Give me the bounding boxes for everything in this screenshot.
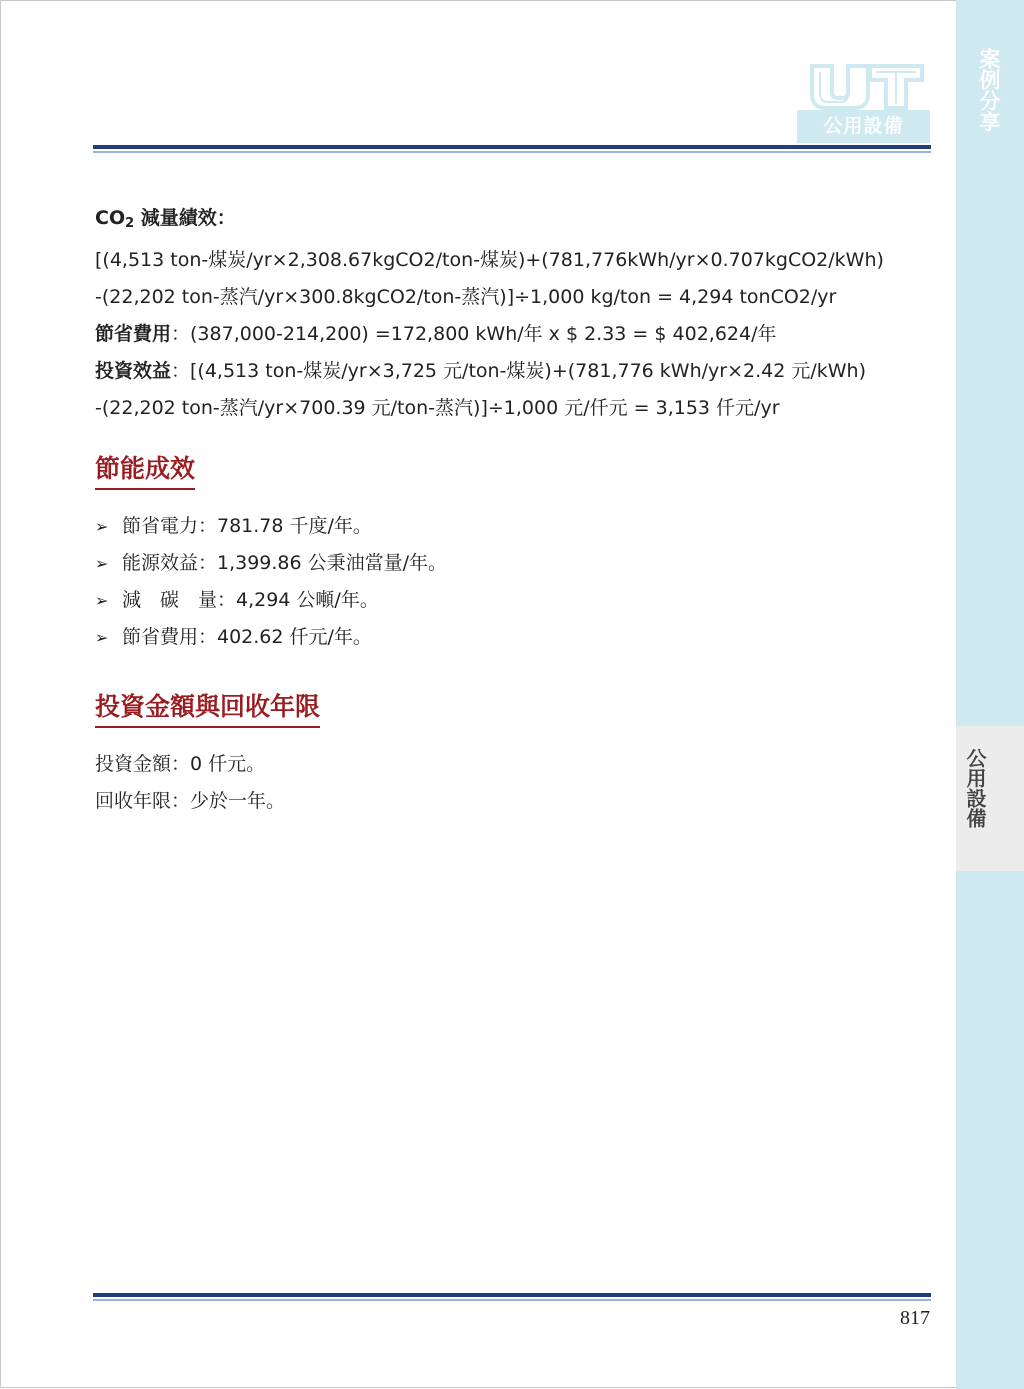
investment-block (95, 746, 285, 820)
saving-formula (95, 316, 935, 353)
list-item-text: 節省電力：781.78 千度/年。 (122, 515, 372, 537)
side-tab-utilities[interactable] (956, 726, 1024, 871)
co2-heading-subscript: 2 (125, 216, 135, 231)
list-item (95, 619, 447, 656)
energy-savings-list (95, 508, 447, 656)
co2-formula-line-1: [(4,513 ton-煤炭/yr×2,308.67kgCO2/ton-煤炭)+(781,776kWh/yr×0.707kgCO2/kWh) (95, 249, 884, 271)
benefit-formula-line-2: -(22,202 ton-蒸汽/yr×700.39 元/ton-蒸汽)]÷1,000 元/仟元 = 3,153 仟元/yr (95, 397, 780, 419)
side-tab-case-share[interactable]: 案例分享 (977, 48, 1001, 132)
list-item-text: 減 碳 量：4,294 公噸/年。 (122, 589, 379, 611)
arrow-bullet-icon: ➢ (95, 628, 109, 647)
benefit-value: ：[(4,513 ton-煤炭/yr×3,725 元/ton-煤炭)+(781,776 kWh/yr×2.42 元/kWh) (171, 360, 866, 382)
calculation-block (95, 200, 935, 427)
co2-formula-line-2: -(22,202 ton-蒸汽/yr×300.8kgCO2/ton-蒸汽)]÷1,000 kg/ton = 4,294 tonCO2/yr (95, 286, 837, 308)
page-number: 817 (900, 1307, 930, 1329)
list-item (95, 545, 447, 582)
arrow-bullet-icon: ➢ (95, 554, 109, 573)
saving-value: ：(387,000-214,200) =172,800 kWh/年 x $ 2.33 = $ 402,624/年 (171, 323, 777, 345)
ut-logo-icon (806, 62, 926, 110)
arrow-bullet-icon: ➢ (95, 591, 109, 610)
list-item (95, 582, 447, 619)
side-tab-strip (956, 0, 1024, 1389)
saving-label: 節省費用 (95, 323, 172, 345)
co2-heading-text: CO (95, 207, 126, 229)
co2-heading (95, 200, 935, 242)
co2-heading-rest: 減量績效： (134, 207, 236, 229)
list-item (95, 508, 447, 545)
list-item-text: 節省費用：402.62 仟元/年。 (122, 626, 372, 648)
payback-period: 回收年限：少於一年。 (95, 790, 286, 812)
header-rule (93, 145, 931, 153)
arrow-bullet-icon: ➢ (95, 517, 109, 536)
benefit-formula-line-1 (95, 353, 935, 390)
footer-rule (93, 1293, 931, 1301)
investment-amount: 投資金額：0 仟元。 (95, 753, 266, 775)
side-tab-utilities-label: 公用設備 (963, 748, 987, 828)
list-item-text: 能源效益：1,399.86 公秉油當量/年。 (122, 552, 448, 574)
header-badge-label: 公用設備 (823, 115, 904, 137)
section-title-investment: 投資金額與回收年限 (95, 690, 320, 728)
benefit-label: 投資效益 (95, 360, 172, 382)
section-title-energy-savings: 節能成效 (95, 452, 195, 490)
header-badge (797, 110, 930, 143)
